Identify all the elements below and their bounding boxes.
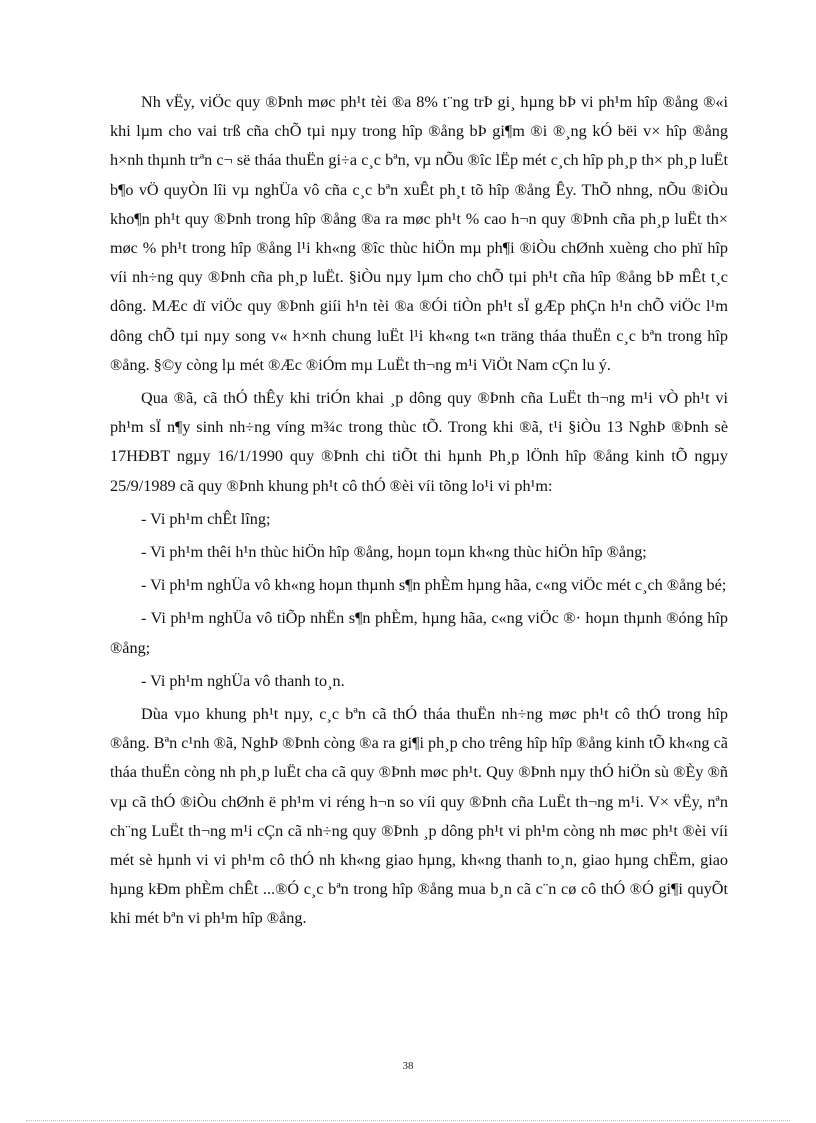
body-text (110, 88, 728, 938)
paragraph-conclusion: Dùa vµo khung ph¹t nµy, c¸c bªn cã thÓ tháa thuËn nh÷ng møc ph¹t cô thÓ trong hîp ®ång. Bªn c¹nh ®ã, NghÞ ®Þnh còng ®a ra gi¶i ph¸p cho trêng hîp hîp ®ång kinh tÕ kh«ng cã tháa thuËn còng nh ph¸p luËt cha cã quy ®Þnh møc ph¹t. Quy ®Þnh nµy thÓ hiÖn sù ®Èy ®ñ vµ cã thÓ ®iÒu chØnh ë ph¹m vi réng h¬n so víi quy ®Þnh cña LuËt th¬ng m¹i. V× vËy, nªn ch¨ng LuËt th¬ng m¹i cÇn cã nh÷ng quy ®Þnh ¸p dông ph¹t vi ph¹m còng nh møc ph¹t ®èi víi mét sè hµnh vi vi ph¹m cô thÓ nh kh«ng giao hµng, kh«ng thanh to¸n, giao hµng chËm, giao hµng kÐm phÈm chÊt ...®Ó c¸c bªn trong hîp ®ång mua b¸n cã c¨n cø cô thÓ ®Ó gi¶i quyÕt khi mét bªn vi ph¹m hîp ®ång. (110, 705, 728, 928)
list-item: - Vi ph¹m thêi h¹n thùc hiÖn hîp ®ång, hoµn toµn kh«ng thùc hiÖn hîp ®ång; (141, 543, 647, 562)
list-item: - Vi ph¹m nghÜa vô tiÕp nhËn s¶n phÈm, hµng hãa, c«ng viÖc ®· hoµn thµnh ®óng hîp ®ång; (110, 609, 728, 657)
list-item: - Vi ph¹m chÊt lîng; (141, 509, 271, 528)
paragraph-decree-framework: Qua ®ã, cã thÓ thÊy khi triÓn khai ¸p dông quy ®Þnh cña LuËt th¬ng m¹i vÒ ph¹t vi ph¹m sÏ n¶y sinh nh÷ng víng m¾c trong thùc tÕ. Trong khi ®ã, t¹i §iÒu 13 NghÞ ®Þnh sè 17HĐBT ngµy 16/1/1990 quy ®Þnh chi tiÕt thi hµnh Ph¸p lÖnh hîp ®ång kinh tÕ ngµy 25/9/1989 cã quy ®Þnh khung ph¹t cô thÓ ®èi víi tõng lo¹i vi ph¹m: (110, 389, 728, 495)
page-number: 38 (402, 1060, 414, 1072)
page-bottom-divider (26, 1120, 790, 1121)
list-item: - Vi ph¹m nghÜa vô kh«ng hoµn thµnh s¶n phÈm hµng hãa, c«ng viÖc mét c¸ch ®ång bé; (141, 576, 727, 595)
list-item: - Vi ph¹m nghÜa vô thanh to¸n. (141, 671, 345, 690)
paragraph-penalty-limit: Nh vËy, viÖc quy ®Þnh møc ph¹t tèi ®a 8% t¨ng trÞ gi¸ hµng bÞ vi ph¹m hîp ®ång ®«i khi lµm cho vai trß cña chÕ tµi nµy trong hîp ®ång bÞ gi¶m ®i ®¸ng kÓ bëi v× hîp ®ång h×nh thµnh trªn c¬ së tháa thuËn gi÷a c¸c bªn, vµ nÕu ®îc lËp mét c¸ch hîp ph¸p th× ph¸p luËt b¶o vÖ quyÒn lîi vµ nghÜa vô cña c¸c bªn xuÊt ph¸t tõ hîp ®ång Êy. ThÕ nhng, nÕu ®iÒu kho¶n ph¹t quy ®Þnh trong hîp ®ång ®a ra møc ph¹t % cao h¬n quy ®Þnh cña ph¸p luËt th× møc % ph¹t trong hîp ®ång l¹i kh«ng ®îc thùc hiÖn mµ ph¶i ®iÒu chØnh xuèng cho phï hîp víi nh÷ng quy ®Þnh cña ph¸p luËt. §iÒu nµy lµm cho chÕ tµi ph¹t cña hîp ®ång bÞ mÊt t¸c dông. MÆc dï viÖc quy ®Þnh giíi h¹n tèi ®a ®Ói tiÒn ph¹t sÏ gÆp phÇn h¹n chÕ viÖc l¹m dông chÕ tµi nµy song v« h×nh chung luËt l¹i kh«ng t«n träng tháa thuËn c¸c bªn trong hîp ®ång. §©y còng lµ mét ®Æc ®iÓm mµ LuËt th¬ng m¹i ViÖt Nam cÇn lu ý. (110, 93, 728, 374)
